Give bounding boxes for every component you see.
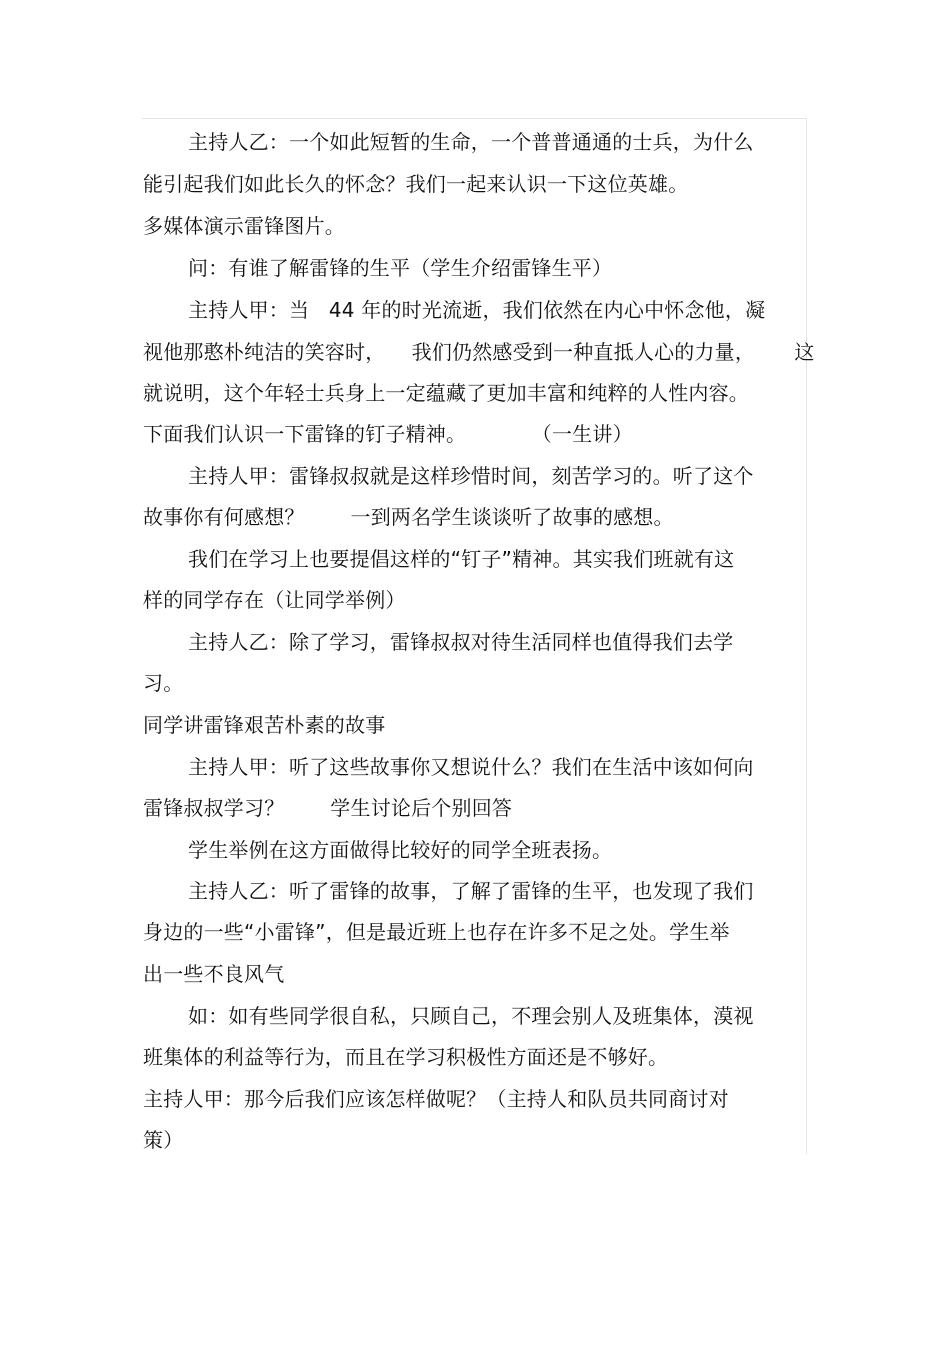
- text-line: 策）: [143, 1128, 184, 1152]
- text-line: 出一些不良风气: [143, 962, 285, 986]
- text-line: 主持人乙：除了学习，雷锋叔叔对待生活同样也值得我们去学: [188, 630, 734, 654]
- text-line: 主持人甲：雷锋叔叔就是这样珍惜时间，刻苦学习的。听了这个: [188, 464, 754, 488]
- text-line: 主持人甲：听了这些故事你又想说什么？我们在生活中该如何向: [188, 755, 754, 779]
- text-line: 下面我们认识一下雷锋的钉子精神。 （一生讲）: [143, 422, 633, 446]
- text-line: 主持人乙：一个如此短暂的生命，一个普普通通的士兵，为什么: [188, 130, 754, 154]
- text-line: 身边的一些“小雷锋”，但是最近班上也存在许多不足之处。学生举: [143, 920, 730, 944]
- text-line: 雷锋叔叔学习？ 学生讨论后个别回答: [143, 796, 513, 820]
- text-line: 我们在学习上也要提倡这样的“钉子”精神。其实我们班就有这: [188, 547, 735, 571]
- text-line: 同学讲雷锋艰苦朴素的故事: [143, 713, 386, 737]
- text-line: 主持人甲：那今后我们应该怎样做呢？（主持人和队员共同商讨对: [143, 1087, 729, 1111]
- text-line: 故事你有何感想？ 一到两名学生谈谈听了故事的感想。: [143, 505, 674, 529]
- text-line: 主持人甲：当 44 年的时光流逝，我们依然在内心中怀念他，凝: [188, 298, 766, 322]
- text-line: 主持人乙：听了雷锋的故事，了解了雷锋的生平，也发现了我们: [188, 879, 754, 903]
- text-line: 班集体的利益等行为，而且在学习积极性方面还是不够好。: [143, 1045, 669, 1069]
- text-line: 视他那憨朴纯洁的笑容时， 我们仍然感受到一种直抵人心的力量， 这: [143, 340, 815, 364]
- text-line: 多媒体演示雷锋图片。: [143, 214, 345, 238]
- text-line: 习。: [143, 671, 184, 695]
- text-line: 就说明，这个年轻士兵身上一定蕴藏了更加丰富和纯粹的人性内容。: [143, 381, 749, 405]
- text-line: 如：如有些同学很自私，只顾自己，不理会别人及班集体，漠视: [188, 1004, 754, 1028]
- text-line: 学生举例在这方面做得比较好的同学全班表扬。: [188, 838, 613, 862]
- text-line: 问：有谁了解雷锋的生平（学生介绍雷锋生平）: [188, 256, 613, 280]
- text-line: 样的同学存在（让同学举例）: [143, 588, 406, 612]
- text-line: 能引起我们如此长久的怀念？我们一起来认识一下这位英雄。: [143, 172, 689, 196]
